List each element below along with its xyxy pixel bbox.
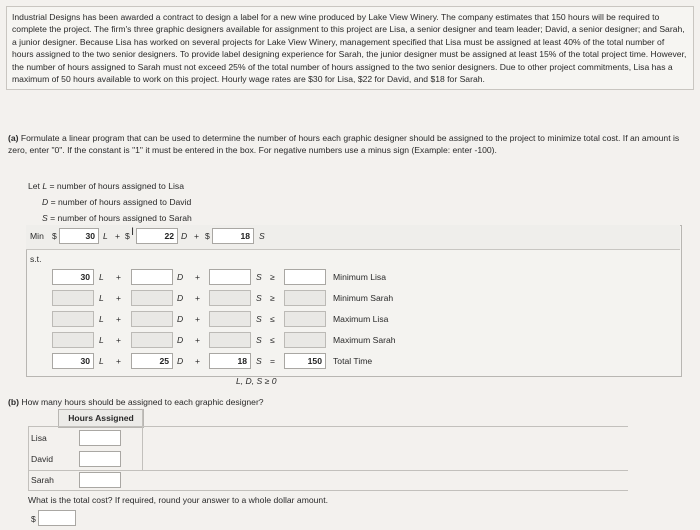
objective-coef-L-input[interactable]: 30 xyxy=(59,228,99,244)
max-lisa-coef-L-input[interactable] xyxy=(52,311,94,327)
var-S: S xyxy=(256,356,262,366)
variable-definitions xyxy=(28,178,192,226)
objective-coef-S-input[interactable]: 18 xyxy=(212,228,254,244)
var-D: D xyxy=(177,314,184,324)
min-lisa-coef-S-input[interactable] xyxy=(209,269,251,285)
total-time-coef-L-input[interactable]: 30 xyxy=(52,353,94,369)
nonnegativity-constraint: L, D, S ≥ 0 xyxy=(236,376,277,386)
min-sarah-coef-D-input[interactable] xyxy=(131,290,173,306)
dollar-sign: $ xyxy=(205,231,210,241)
objective-coef-D-input[interactable]: 22 xyxy=(136,228,178,244)
table-divider xyxy=(28,470,628,471)
total-cost-question: What is the total cost? If required, round your answer to a whole dollar amount. xyxy=(28,495,328,505)
def-S: S = number of hours assigned to Sarah xyxy=(42,213,192,223)
part-a-text: Formulate a linear program that can be used to determine the number of hours each graphic designer should be assigned to the project to minimize total cost. If an amount is zero, enter "0". If the constant is "1" it must be entered in the box. For negative numbers use a minus sign (Example: enter -100). xyxy=(8,133,680,156)
constraint-sign: ≤ xyxy=(270,335,275,345)
var-L: L xyxy=(99,356,104,366)
plus-sign: + xyxy=(116,314,122,324)
plus-sign: + xyxy=(195,272,201,282)
total-cost-input[interactable] xyxy=(38,510,76,526)
def-L: Let L = number of hours assigned to Lisa xyxy=(28,181,184,191)
min-label: Min xyxy=(30,231,44,241)
var-L: L xyxy=(99,272,104,282)
constraint-sign: = xyxy=(270,356,276,366)
plus-sign: + xyxy=(195,356,201,366)
sarah-hours-input[interactable] xyxy=(79,472,121,488)
var-S: S xyxy=(256,272,262,282)
table-divider xyxy=(142,409,143,470)
var-S: S xyxy=(256,314,262,324)
total-time-coef-S-input[interactable]: 18 xyxy=(209,353,251,369)
objective-var-S: S xyxy=(259,231,265,241)
plus-sign: + xyxy=(116,272,122,282)
plus-sign: + xyxy=(116,356,122,366)
constraint-sign: ≥ xyxy=(270,293,275,303)
plus-sign: + xyxy=(116,335,122,345)
var-S: S xyxy=(256,293,262,303)
dollar-sign: $ xyxy=(52,231,57,241)
table-divider xyxy=(28,490,628,491)
row-label-sarah: Sarah xyxy=(31,475,54,485)
problem-statement: Industrial Designs has been awarded a contract to design a label for a new wine produced by Lake View Winery. The company estimates that 150 hours will be required to complete the project. The firm's three graphic designers available for assignment to this project are Lisa, a senior designer and team leader; David, a senior designer; and Sarah, a junior designer. Because Lisa has worked on several projects for Lake View Winery, management specified that Lisa must be assigned at least 40% of the total number of hours assigned to the two senior designers. To provide label designing experience for Sarah, the junior designer must be assigned at least 15% of the total project time. However, the number of hours assigned to Sarah must not exceed 25% of the total number of hours assigned to the two senior designers. Due to other project commitments, Lisa has a maximum of 50 hours available to work on this project. Hourly wage rates are $30 for Lisa, $22 for David, and $18 for Sarah. xyxy=(6,6,694,90)
min-sarah-coef-S-input[interactable] xyxy=(209,290,251,306)
subject-to-label: s.t. xyxy=(30,254,42,264)
lisa-hours-input[interactable] xyxy=(79,430,121,446)
text-cursor-icon: I xyxy=(131,226,135,238)
row-label-lisa: Lisa xyxy=(31,433,47,443)
david-hours-input[interactable] xyxy=(79,451,121,467)
constraint-sign: ≤ xyxy=(270,314,275,324)
part-b-label: (b) xyxy=(8,397,19,407)
plus-sign: + xyxy=(195,314,201,324)
max-lisa-coef-D-input[interactable] xyxy=(131,311,173,327)
plus-sign: + xyxy=(116,293,122,303)
table-divider xyxy=(28,426,29,490)
hours-assigned-header: Hours Assigned xyxy=(58,409,144,428)
plus-sign: + xyxy=(194,231,200,241)
max-sarah-coef-S-input[interactable] xyxy=(209,332,251,348)
plus-sign: + xyxy=(115,231,121,241)
total-time-rhs-input[interactable]: 150 xyxy=(284,353,326,369)
def-D: D = number of hours assigned to David xyxy=(42,197,192,207)
max-lisa-rhs-input[interactable] xyxy=(284,311,326,327)
part-b-question xyxy=(8,397,264,407)
var-L: L xyxy=(99,314,104,324)
var-D: D xyxy=(177,272,184,282)
table-divider xyxy=(28,426,628,427)
plus-sign: + xyxy=(195,335,201,345)
min-lisa-rhs-input[interactable] xyxy=(284,269,326,285)
var-D: D xyxy=(177,335,184,345)
min-sarah-rhs-input[interactable] xyxy=(284,290,326,306)
max-sarah-coef-L-input[interactable] xyxy=(52,332,94,348)
min-lisa-coef-D-input[interactable] xyxy=(131,269,173,285)
var-L: L xyxy=(99,293,104,303)
var-D: D xyxy=(177,356,184,366)
max-sarah-coef-D-input[interactable] xyxy=(131,332,173,348)
part-a-question xyxy=(8,132,688,156)
row-label-david: David xyxy=(31,454,53,464)
dollar-sign: $ xyxy=(125,231,130,241)
objective-var-L: L xyxy=(103,231,108,241)
plus-sign: + xyxy=(195,293,201,303)
objective-var-D: D xyxy=(181,231,188,241)
constraint-name: Minimum Lisa xyxy=(333,272,387,282)
var-D: D xyxy=(177,293,184,303)
min-sarah-coef-L-input[interactable] xyxy=(52,290,94,306)
part-b-text: How many hours should be assigned to each graphic designer? xyxy=(21,397,264,407)
constraint-name: Total Time xyxy=(333,356,373,366)
constraint-name: Maximum Lisa xyxy=(333,314,389,324)
constraint-name: Maximum Sarah xyxy=(333,335,396,345)
min-lisa-coef-L-input[interactable]: 30 xyxy=(52,269,94,285)
cost-dollar-sign: $ xyxy=(31,514,36,524)
constraint-sign: ≥ xyxy=(270,272,275,282)
part-a-label: (a) xyxy=(8,133,19,143)
max-lisa-coef-S-input[interactable] xyxy=(209,311,251,327)
var-S: S xyxy=(256,335,262,345)
constraint-name: Minimum Sarah xyxy=(333,293,394,303)
var-L: L xyxy=(99,335,104,345)
max-sarah-rhs-input[interactable] xyxy=(284,332,326,348)
total-time-coef-D-input[interactable]: 25 xyxy=(131,353,173,369)
